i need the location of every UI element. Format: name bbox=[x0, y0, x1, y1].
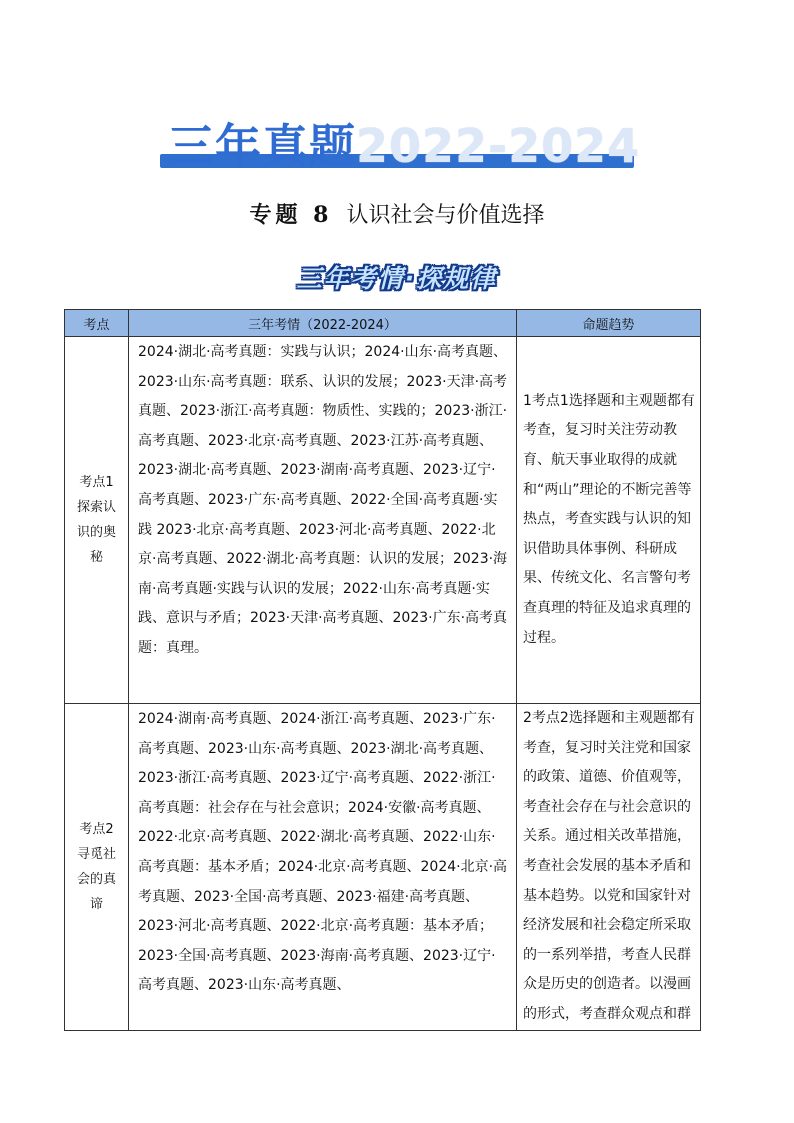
row-trend: 1考点1选择题和主观题都有考查，复习时关注劳动教育、航天事业取得的成就和“两山”理论的不断完善等热点，考查实践与认识的知识借助具体事例、科研成果、传统文化、名言警句考查真理的特征及追求真理的过程。 bbox=[517, 337, 701, 704]
banner-heading bbox=[168, 118, 640, 174]
row-detail: 2024·湖南·高考真题、2024·浙江·高考真题、2023·广东·高考真题、2023·山东·高考真题、2023·湖北·高考真题、2023·浙江·高考真题、2023·辽宁·高考真题、2022·浙江·高考真题：社会存在与社会意识；2024·安徽·高考真题、2022·北京·高考真题、2022·湖北·高考真题、2022·山东·高考真题：基本矛盾；2024·北京·高考真题、2024·北京·高考真题、2023·全国·高考真题、2023·福建·高考真题、2023·河北·高考真题、2022·北京·高考真题：基本矛盾；2023·全国·高考真题、2023·海南·高考真题、2023·辽宁·高考真题、2023·山东·高考真题、 bbox=[129, 704, 517, 1031]
row-detail: 2024·湖北·高考真题：实践与认识；2024·山东·高考真题、2023·山东·高考真题：联系、认识的发展；2023·天津·高考真题、2023·浙江·高考真题：物质性、实践的；2023·浙江·高考真题、2023·北京·高考真题、2023·江苏·高考真题、2023·湖北·高考真题、2023·湖南·高考真题、2023·辽宁·高考真题、2023·广东·高考真题、2022·全国·高考真题·实践 2023·北京·高考真题、2023·河北·高考真题、2022·北京·高考真题、2022·湖北·高考真题：认识的发展；2023·海南·高考真题·实践与认识的发展；2022·山东·高考真题·实践、意识与矛盾；2023·天津·高考真题、2023·广东·高考真题：真理。 bbox=[129, 337, 517, 704]
section-banner bbox=[0, 259, 794, 295]
section-banner-text: 三年考情·探规律 bbox=[296, 264, 498, 293]
header-point: 考点 bbox=[65, 310, 129, 337]
table-row bbox=[65, 337, 701, 704]
row-trend: 2考点2选择题和主观题都有考查，复习时关注党和国家的政策、道德、价值观等，考查社会存在与社会意识的关系。通过相关改革措施，考查社会发展的基本矛盾和基本趋势。以党和国家针对经济发展和社会稳定所采取的一系列举措，考查人民群众是历史的创造者。以漫画的形式，考查群众观点和群 bbox=[517, 704, 701, 1031]
row-point: 考点2寻觅社会的真谛 bbox=[65, 704, 129, 1031]
header-detail: 三年考情（2022-2024） bbox=[129, 310, 517, 337]
subject-name: 认识社会与价值选择 bbox=[346, 203, 545, 228]
exam-analysis-table bbox=[64, 309, 701, 1031]
table-row bbox=[65, 704, 701, 1031]
header-trend: 命题趋势 bbox=[517, 310, 701, 337]
subject-number: 专题 8 bbox=[249, 202, 333, 228]
banner-years: 2022-2024 bbox=[356, 119, 641, 173]
row-point: 考点1探索认识的奥秘 bbox=[65, 337, 129, 704]
banner-title: 三年真题 bbox=[168, 119, 356, 173]
table-header-row bbox=[65, 310, 701, 337]
title-banner bbox=[160, 118, 641, 176]
subject-heading bbox=[0, 199, 794, 232]
